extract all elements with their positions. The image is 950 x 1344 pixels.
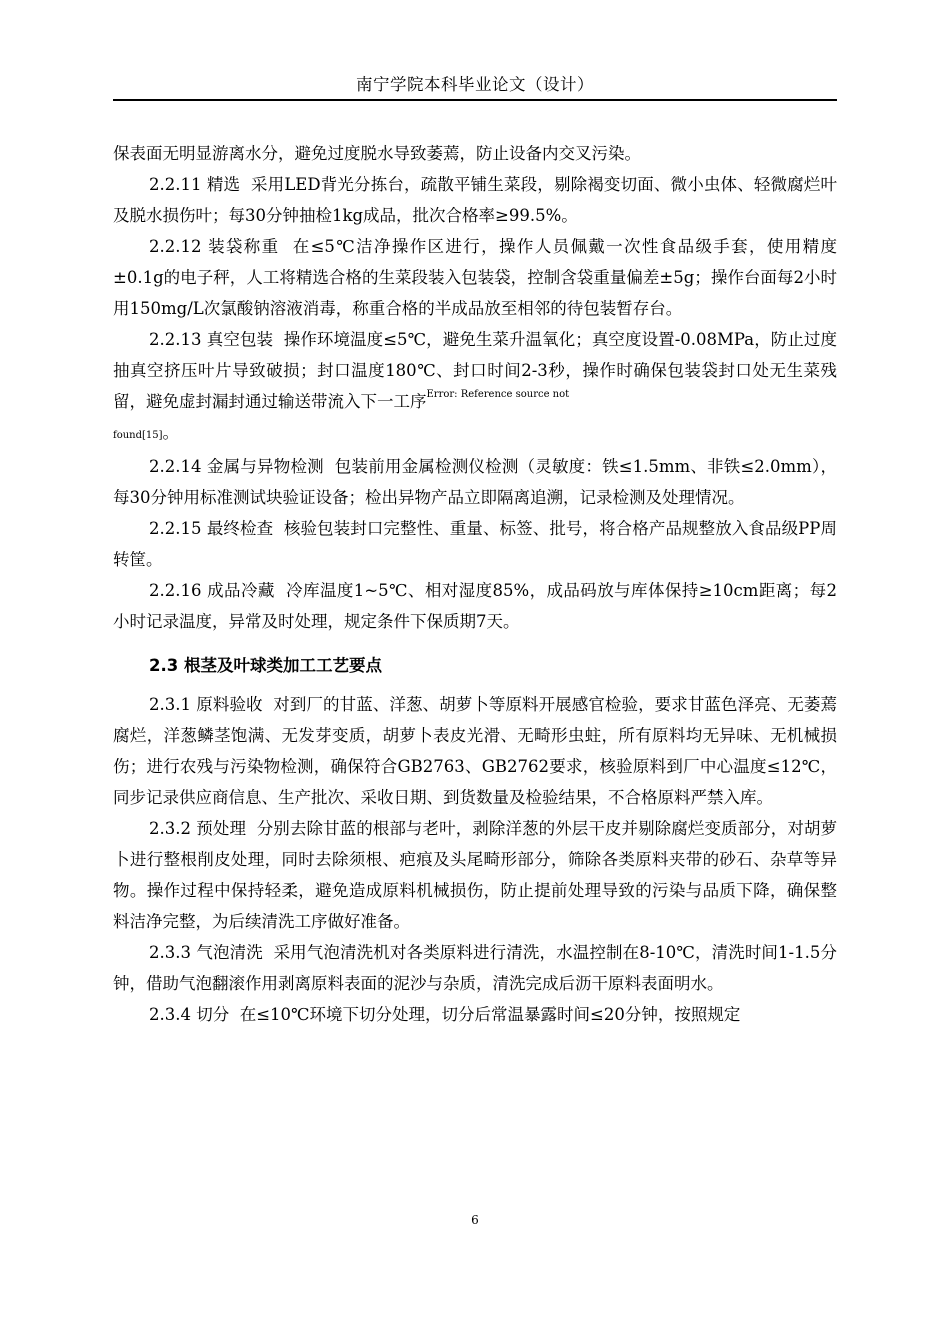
paragraph-2-2-15 <box>113 513 837 575</box>
paragraph-label: 2.2.12 装袋称重 <box>149 237 280 256</box>
paragraph-text: 操作环境温度≤5℃，避免生菜升温氧化；真空度设置-0.08MPa，防止过度抽真空挤压叶片导致破损；封口温度180℃、封口时间2-3秒，操作时确保包装袋封口处无生菜残留，避免虚封漏封通过输送带流入下一工序 <box>113 330 837 411</box>
paragraph-text: 采用气泡清洗机对各类原料进行清洗，水温控制在8-10℃，清洗时间1-1.5分钟，借助气泡翻滚作用剥离原料表面的泥沙与杂质，清洗完成后沥干原料表面明水。 <box>113 943 837 993</box>
paragraph-text: 核验包装封口完整性、重量、标签、批号，将合格产品规整放入食品级PP周转筐。 <box>113 519 837 569</box>
paragraph-text: 在≤10℃环境下切分处理，切分后常温暴露时间≤20分钟，按照规定 <box>239 1005 741 1024</box>
paragraph-2-2-13 <box>113 324 837 451</box>
paragraph-2-2-11 <box>113 169 837 231</box>
paragraph-label: 2.2.14 金属与异物检测 <box>149 457 324 476</box>
paragraph-label: 2.2.15 最终检查 <box>149 519 274 538</box>
paragraph-2-3-2 <box>113 813 837 937</box>
reference-error-cont: found[15] <box>113 430 163 441</box>
paragraph-text: 冷库温度1~5℃、相对湿度85%，成品码放与库体保持≥10cm距离；每2小时记录温度，异常及时处理，规定条件下保质期7天。 <box>113 581 837 631</box>
paragraph-text: 在≤5℃洁净操作区进行，操作人员佩戴一次性食品级手套，使用精度±0.1g的电子秤，人工将精选合格的生菜段装入包装袋，控制含袋重量偏差±5g；操作台面每2小时用150mg/L次氯酸钠溶液消毒，称重合格的半成品放至相邻的待包装暂存台。 <box>113 237 837 318</box>
body-text <box>113 138 837 1030</box>
paragraph-label: 2.3.4 切分 <box>149 1005 230 1024</box>
paragraph-continuation <box>113 138 837 169</box>
paragraph-text: 包装前用金属检测仪检测（灵敏度：铁≤1.5mm、非铁≤2.0mm），每30分钟用标准测试块验证设备；检出异物产品立即隔离追溯，记录检测及处理情况。 <box>113 457 837 507</box>
paragraph-2-3-1 <box>113 689 837 813</box>
paragraph-text: 采用LED背光分拣台，疏散平铺生菜段，剔除褐变切面、微小虫体、轻微腐烂叶及脱水损伤叶；每30分钟抽检1kg成品，批次合格率≥99.5%。 <box>113 175 837 225</box>
paragraph-label: 2.3.2 预处理 <box>149 819 247 838</box>
running-header: 南宁学院本科毕业论文（设计） <box>356 75 594 94</box>
paragraph-text: 保表面无明显游离水分，避免过度脱水导致萎蔫，防止设备内交叉污染。 <box>113 144 641 163</box>
reference-error: Error: Reference source not <box>426 389 570 400</box>
paragraph-text: 对到厂的甘蓝、洋葱、胡萝卜等原料开展感官检验，要求甘蓝色泽亮、无萎蔫腐烂，洋葱鳞茎饱满、无发芽变质，胡萝卜表皮光滑、无畸形虫蛀，所有原料均无异味、无机械损伤；进行农残与污染物检测，确保符合GB2763、GB2762要求，核验原料到厂中心温度≤12℃，同步记录供应商信息、生产批次、采收日期、到货数量及检验结果，不合格原料严禁入库。 <box>113 695 837 807</box>
paragraph-2-3-3 <box>113 937 837 999</box>
paragraph-label: 2.2.13 真空包装 <box>149 330 274 349</box>
paragraph-label: 2.3.1 原料验收 <box>149 695 263 714</box>
header-rule <box>113 99 837 101</box>
section-heading: 2.3 根茎及叶球类加工工艺要点 <box>149 656 382 675</box>
paragraph-2-2-14 <box>113 451 837 513</box>
paragraph-label: 2.3.3 气泡清洗 <box>149 943 263 962</box>
paragraph-label: 2.2.16 成品冷藏 <box>149 581 275 600</box>
paragraph-text: 分别去除甘蓝的根部与老叶，剥除洋葱的外层干皮并剔除腐烂变质部分，对胡萝卜进行整根削皮处理，同时去除须根、疤痕及头尾畸形部分，筛除各类原料夹带的砂石、杂草等异物。操作过程中保持轻柔，避免造成原料机械损伤，防止提前处理导致的污染与品质下降，确保整料洁净完整，为后续清洗工序做好准备。 <box>113 819 837 931</box>
page-number: 6 <box>471 1213 479 1227</box>
paragraph-2-2-16 <box>113 575 837 637</box>
paragraph-label: 2.2.11 精选 <box>149 175 241 194</box>
paragraph-2-3-4 <box>113 999 837 1030</box>
paragraph-tail: 。 <box>162 423 180 442</box>
paragraph-2-2-12 <box>113 231 837 324</box>
